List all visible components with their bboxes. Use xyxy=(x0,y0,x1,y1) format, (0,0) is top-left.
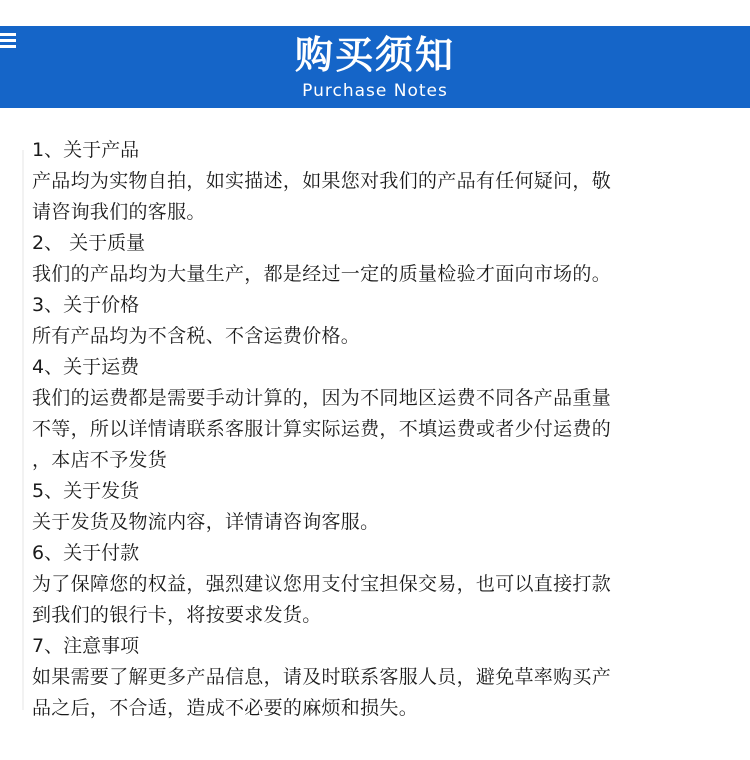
section-text: ，本店不予发货 xyxy=(32,449,168,471)
section-text: 我们的产品均为大量生产，都是经过一定的质量检验才面向市场的。 xyxy=(32,263,612,285)
section-text: 到我们的银行卡，将按要求发货。 xyxy=(32,604,322,626)
section-text: 品之后，不合适，造成不必要的麻烦和损失。 xyxy=(32,697,419,719)
section-heading: 1、关于产品 xyxy=(32,139,140,161)
section-heading: 7、注意事项 xyxy=(32,635,140,657)
section-text: 请咨询我们的客服。 xyxy=(32,201,206,223)
section-heading: 5、关于发货 xyxy=(32,480,140,502)
header-banner xyxy=(0,26,750,108)
notes-content xyxy=(32,135,722,724)
section-text: 不等，所以详情请联系客服计算实际运费，不填运费或者少付运费的 xyxy=(32,418,612,440)
section-heading: 6、关于付款 xyxy=(32,542,140,564)
section-text: 关于发货及物流内容，详情请咨询客服。 xyxy=(32,511,380,533)
section-heading: 3、关于价格 xyxy=(32,294,140,316)
section-heading: 2、 关于质量 xyxy=(32,232,146,254)
section-heading: 4、关于运费 xyxy=(32,356,140,378)
divider xyxy=(22,150,24,710)
section-text: 我们的运费都是需要手动计算的，因为不同地区运费不同各产品重量 xyxy=(32,387,612,409)
section-text: 所有产品均为不含税、不含运费价格。 xyxy=(32,325,361,347)
section-text: 产品均为实物自拍，如实描述，如果您对我们的产品有任何疑问，敬 xyxy=(32,170,612,192)
page-title: 购买须知 xyxy=(294,33,455,77)
page-subtitle: Purchase Notes xyxy=(302,81,448,101)
section-text: 如果需要了解更多产品信息，请及时联系客服人员，避免草率购买产 xyxy=(32,666,612,688)
section-text: 为了保障您的权益，强烈建议您用支付宝担保交易，也可以直接打款 xyxy=(32,573,612,595)
